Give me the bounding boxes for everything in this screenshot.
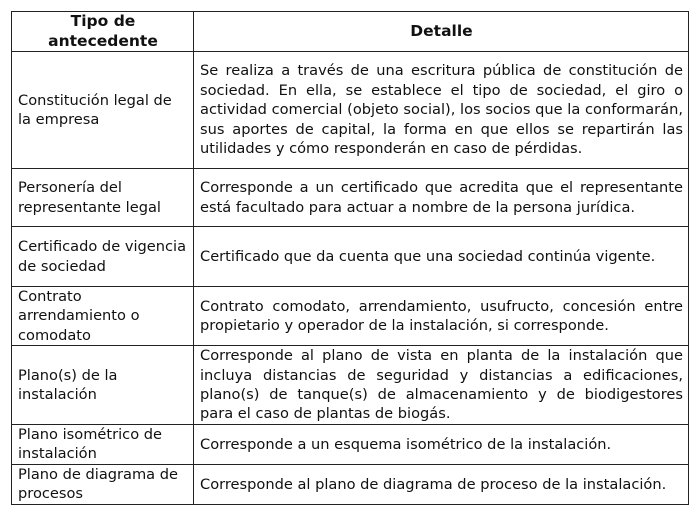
table-row [12, 52, 689, 169]
table-row [12, 287, 689, 346]
detalle-cell: Certificado que da cuenta que una sociedad continúa vigente. [194, 227, 689, 287]
tipo-cell: Plano(s) de la instalación [12, 346, 194, 425]
table-row [12, 227, 689, 287]
antecedentes-table [11, 11, 689, 505]
tipo-cell: Plano de diagrama de procesos [12, 464, 194, 504]
table-row [12, 346, 689, 425]
detalle-cell: Corresponde a un esquema isométrico de la instalación. [194, 424, 689, 464]
detalle-cell: Corresponde al plano de diagrama de proceso de la instalación. [194, 464, 689, 504]
tipo-cell: Constitución legal de la empresa [12, 52, 194, 169]
tipo-cell: Plano isométrico de instalación [12, 424, 194, 464]
table-body [12, 52, 689, 505]
tipo-cell: Contrato arrendamiento o comodato [12, 287, 194, 346]
tipo-cell: Personería del representante legal [12, 169, 194, 227]
tipo-cell: Certificado de vigencia de sociedad [12, 227, 194, 287]
detalle-cell: Se realiza a través de una escritura pública de constitución de sociedad. En ella, se establece el tipo de sociedad, el giro o actividad comercial (objeto social), los socios que la conformarán, sus aportes de capital, la forma en que ellos se repartirán las utilidades y cómo responderán en caso de pérdidas. [194, 52, 689, 169]
table-row [12, 464, 689, 504]
table-row [12, 424, 689, 464]
detalle-cell: Contrato comodato, arrendamiento, usufructo, concesión entre propietario y operador de la instalación, si corresponde. [194, 287, 689, 346]
table-header [12, 12, 689, 52]
detalle-cell: Corresponde a un certificado que acredita que el representante está facultado para actuar a nombre de la persona jurídica. [194, 169, 689, 227]
header-row [12, 12, 689, 52]
table-row [12, 169, 689, 227]
detalle-cell: Corresponde al plano de vista en planta de la instalación que incluya distancias de seguridad y distancias a edificaciones, plano(s) de tanque(s) de almacenamiento y de biodigestores para el caso de plantas de biogás. [194, 346, 689, 425]
header-detalle: Detalle [194, 12, 689, 52]
header-tipo-antecedente: Tipo de antecedente [12, 12, 194, 52]
